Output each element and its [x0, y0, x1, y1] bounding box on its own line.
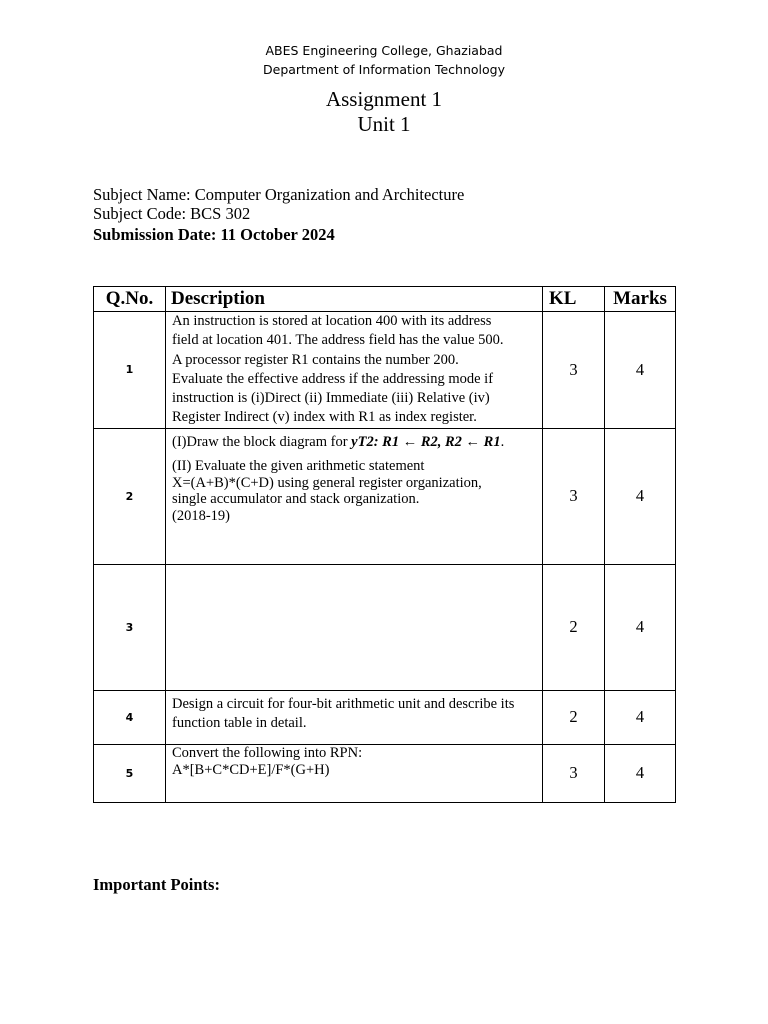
description-line: single accumulator and stack organization.: [172, 491, 420, 508]
description-line: function table in detail.: [172, 715, 307, 732]
department-name: Department of Information Technology: [263, 62, 505, 77]
description-line: A*[B+C*CD+E]/F*(G+H): [172, 761, 330, 778]
description-line: field at location 401. The address field has the value 500.: [172, 332, 504, 349]
description-cell: [166, 564, 543, 690]
qno-cell: 3: [94, 564, 166, 690]
table-row: [94, 564, 676, 690]
submission-date: Submission Date: 11 October 2024: [93, 225, 335, 244]
description-line: Register Indirect (v) index with R1 as index register.: [172, 409, 477, 426]
header-qno: Q.No.: [94, 287, 166, 312]
description-cell: [166, 428, 543, 564]
assignment-title: Assignment 1: [325, 87, 443, 111]
description-line: A processor register R1 contains the number 200.: [172, 351, 459, 368]
table-row: [94, 312, 676, 429]
college-name: ABES Engineering College, Ghaziabad: [265, 43, 503, 58]
marks-cell: 4: [605, 744, 676, 802]
important-points-heading: Important Points:: [93, 875, 220, 894]
table-row: [94, 428, 676, 564]
kl-cell: 3: [543, 312, 605, 429]
marks-cell: 4: [605, 428, 676, 564]
description-line: [172, 433, 542, 452]
marks-cell: 4: [605, 312, 676, 429]
description-line: instruction is (i)Direct (ii) Immediate (iii) Relative (iv): [172, 390, 490, 407]
description-line: Design a circuit for four-bit arithmetic unit and describe its: [172, 695, 515, 712]
part1-text: (I)Draw the block diagram for: [172, 433, 352, 450]
description-line: Convert the following into RPN:: [172, 744, 363, 761]
kl-cell: 2: [543, 690, 605, 744]
description-line: Evaluate the effective address if the addressing mode if: [172, 370, 494, 387]
part1-end: .: [500, 433, 505, 450]
qno-cell: 2: [94, 428, 166, 564]
kl-cell: 3: [543, 744, 605, 802]
qno-cell: 5: [94, 744, 166, 802]
register-transfer-expression: yT2: R1 ← R2, R2 ← R1: [351, 433, 501, 450]
description-line: X=(A+B)*(C+D) using general register organization,: [172, 474, 482, 491]
description-cell: [166, 312, 543, 429]
table-header-row: [94, 287, 676, 312]
description-line: An instruction is stored at location 400 with its address: [172, 313, 492, 329]
description-cell: [166, 744, 543, 802]
unit-title: Unit 1: [357, 112, 411, 136]
description-line: (II) Evaluate the given arithmetic statement: [172, 458, 425, 475]
table-row: [94, 690, 676, 744]
qno-cell: 4: [94, 690, 166, 744]
description-line: (2018-19): [172, 507, 230, 524]
header-description: Description: [166, 287, 543, 312]
qno-cell: 1: [94, 312, 166, 429]
subject-name: Subject Name: Computer Organization and Architecture: [93, 185, 465, 204]
marks-cell: 4: [605, 690, 676, 744]
description-cell: [166, 690, 543, 744]
table-row: [94, 744, 676, 802]
marks-cell: 4: [605, 564, 676, 690]
questions-table: [93, 286, 676, 803]
kl-cell: 2: [543, 564, 605, 690]
subject-code: Subject Code: BCS 302: [93, 204, 251, 223]
kl-cell: 3: [543, 428, 605, 564]
header-kl: KL: [543, 287, 605, 312]
header-marks: Marks: [605, 287, 676, 312]
